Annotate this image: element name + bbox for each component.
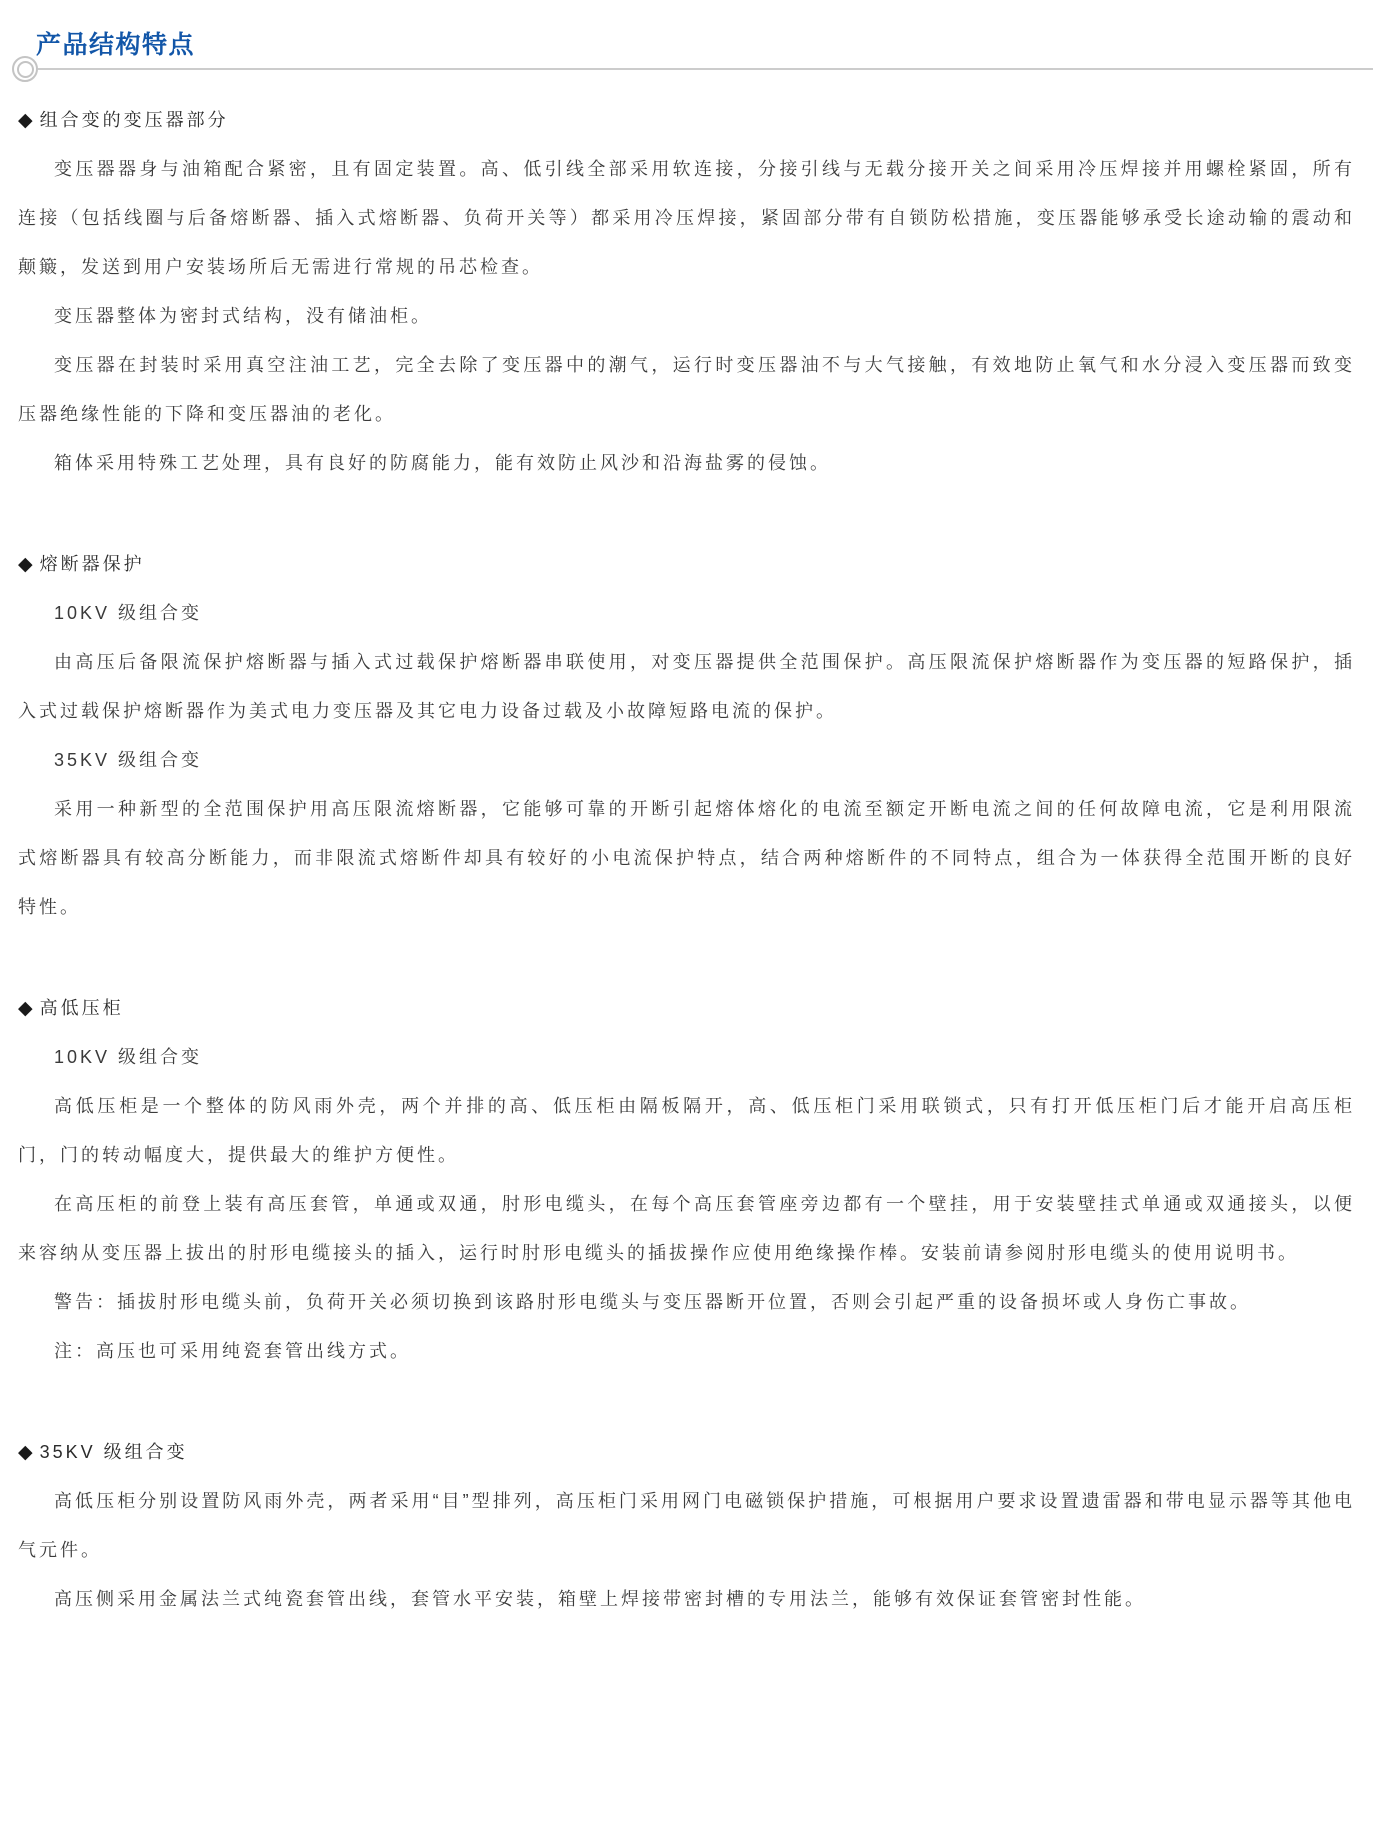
title-underline [12,56,1373,82]
paragraph: 高低压柜是一个整体的防风雨外壳，两个并排的高、低压柜由隔板隔开，高、低压柜门采用联锁式，只有打开低压柜门后才能开启高压柜门，门的转动幅度大，提供最大的维护方便性。 [18,1096,1355,1165]
paragraph: 箱体采用特殊工艺处理，具有良好的防腐能力，能有效防止风沙和沿海盐雾的侵蚀。 [54,453,831,473]
paragraph: 变压器在封装时采用真空注油工艺，完全去除了变压器中的潮气，运行时变压器油不与大气接触，有效地防止氧气和水分浸入变压器而致变压器绝缘性能的下降和变压器油的老化。 [18,355,1355,424]
section-heading-row [18,984,1355,1033]
page-header [0,0,1373,82]
section-heading-row [18,1428,1355,1477]
section-heading: 熔断器保护 [39,554,145,574]
page-title: 产品结构特点 [36,31,196,59]
paragraph: 10KV 级组合变 [54,603,203,623]
paragraph: 高压侧采用金属法兰式纯瓷套管出线，套管水平安装，箱壁上焊接带密封槽的专用法兰，能够有效保证套管密封性能。 [54,1589,1146,1609]
paragraph: 在高压柜的前登上装有高压套管，单通或双通，肘形电缆头，在每个高压套管座旁边都有一个壁挂，用于安装壁挂式单通或双通接头，以便来容纳从变压器上拔出的肘形电缆接头的插入，运行时肘形电缆头的插拔操作应使用绝缘操作棒。安装前请参阅肘形电缆头的使用说明书。 [18,1194,1355,1263]
section-hv-lv-cabinet [18,984,1355,1376]
paragraph: 变压器整体为密封式结构，没有储油柜。 [54,306,432,326]
paragraph: 35KV 级组合变 [54,750,203,770]
diamond-bullet-icon: ◆ [18,1442,33,1463]
section-fuse-protection [18,540,1355,932]
ring-inner-icon [17,61,34,78]
diamond-bullet-icon: ◆ [18,998,33,1019]
section-heading: 35KV 级组合变 [39,1442,188,1462]
diamond-bullet-icon: ◆ [18,554,33,575]
ring-ornament-icon [12,56,38,82]
paragraph: 采用一种新型的全范围保护用高压限流熔断器，它能够可靠的开断引起熔体熔化的电流至额定开断电流之间的任何故障电流，它是利用限流式熔断器具有较高分断能力，而非限流式熔断件却具有较好的小电流保护特点，结合两种熔断件的不同特点，组合为一体获得全范围开断的良好特性。 [18,799,1355,917]
section-heading: 高低压柜 [39,998,124,1018]
horizontal-rule [38,68,1373,70]
paragraph: 高低压柜分别设置防风雨外壳，两者采用“目”型排列，高压柜门采用网门电磁锁保护措施，可根据用户要求设置遗雷器和带电显示器等其他电气元件。 [18,1491,1355,1560]
paragraph: 由高压后备限流保护熔断器与插入式过载保护熔断器串联使用，对变压器提供全范围保护。高压限流保护熔断器作为变压器的短路保护，插入式过载保护熔断器作为美式电力变压器及其它电力设备过载及小故障短路电流的保护。 [18,652,1355,721]
paragraph: 10KV 级组合变 [54,1047,203,1067]
section-transformer-part [18,96,1355,488]
paragraph: 警告：插拔肘形电缆头前，负荷开关必须切换到该路肘形电缆头与变压器断开位置，否则会引起严重的设备损坏或人身伤亡事故。 [54,1292,1251,1312]
section-35kv-combined [18,1428,1355,1624]
paragraph: 注：高压也可采用纯瓷套管出线方式。 [54,1341,411,1361]
paragraph: 变压器器身与油箱配合紧密，且有固定装置。高、低引线全部采用软连接，分接引线与无载分接开关之间采用冷压焊接并用螺栓紧固，所有连接（包括线圈与后备熔断器、插入式熔断器、负荷开关等）都采用冷压焊接，紧固部分带有自锁防松措施，变压器能够承受长途动输的震动和颠簸，发送到用户安装场所后无需进行常规的吊芯检查。 [18,159,1355,277]
content [0,96,1373,1624]
diamond-bullet-icon: ◆ [18,110,33,131]
section-heading: 组合变的变压器部分 [39,110,229,130]
section-heading-row [18,540,1355,589]
section-heading-row [18,96,1355,145]
